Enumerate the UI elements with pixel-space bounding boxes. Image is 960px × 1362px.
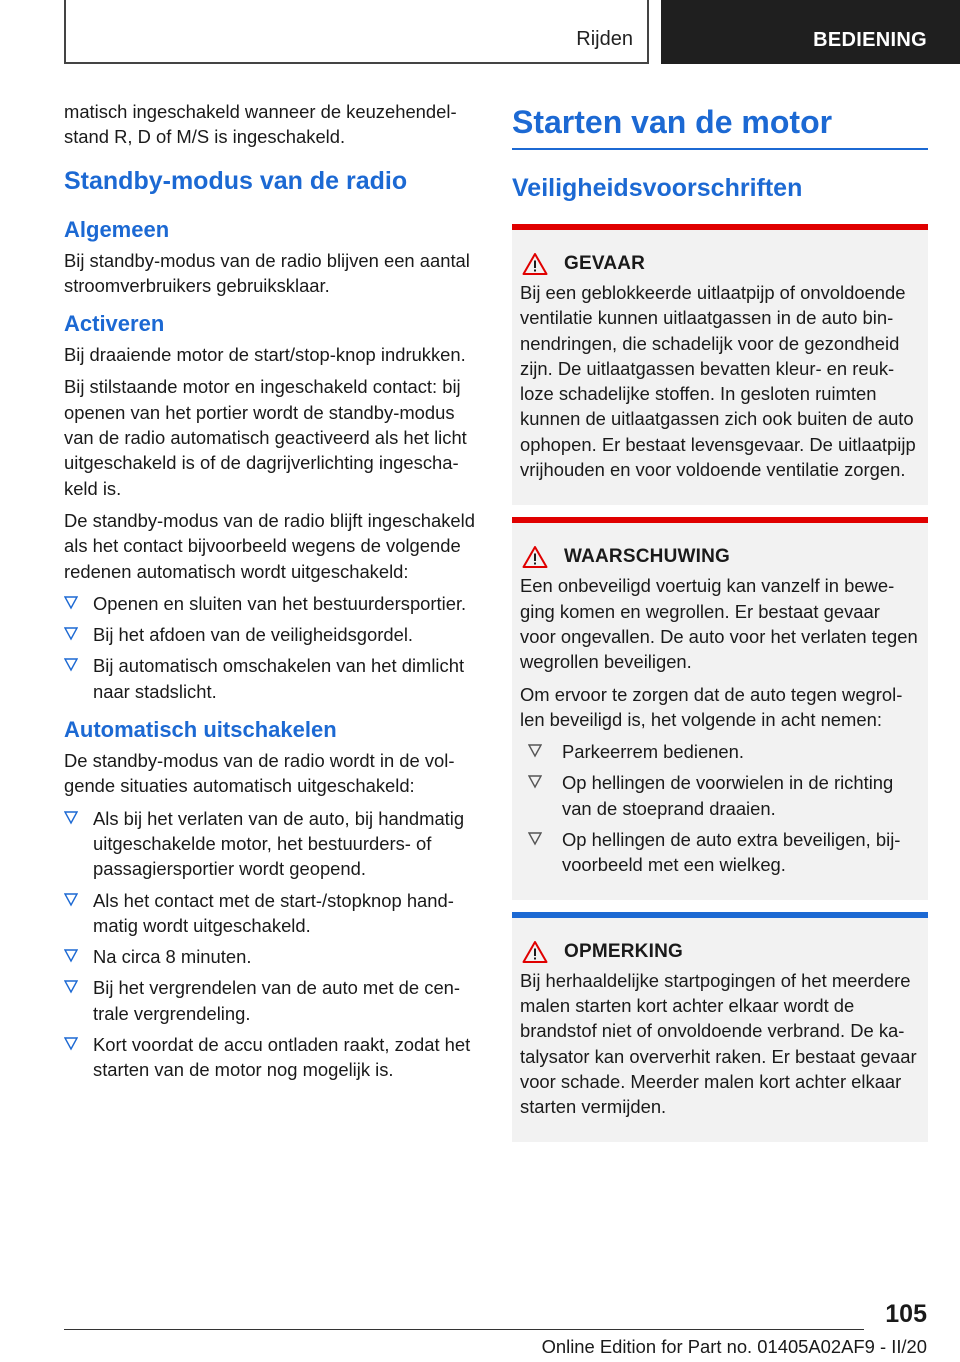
triangle-bullet-icon [528,744,542,758]
list-item: Op hellingen de auto extra beveiligen, bijvoorbeeld met een wielkeg. [528,827,920,878]
list-item: Parkeerrem bedienen. [528,739,920,764]
subsection-title: Veiligheidsvoorschriften [512,174,803,202]
list-item: Bij het afdoen van de veiligheidsgordel. [64,622,482,647]
heading-algemeen: Algemeen [64,216,170,242]
note-text: Bij herhaaldelijke startpogingen of het meerdere malen starten kort achter elkaar wordt de brandstof niet of onvoldoende verbrand. De katalysator kan oververhit raken. Er bestaat gevaar voor schade. Meerder malen kort achter elkaar starten vermijden. [520,969,917,1118]
list-item: Als bij het verlaten van de auto, bij handmatig uitgeschakelde motor, het bestuurders- of passagiersportier wordt geopend. [64,806,482,882]
footer-edition-text: Online Edition for Part no. 01405A02AF9 - II/20 [541,1336,927,1357]
triangle-bullet-icon [64,627,78,641]
triangle-bullet-icon [64,1037,78,1051]
note-box-header [520,940,920,964]
triangle-bullet-icon [528,775,542,789]
heading-automatisch-uitschakelen: Automatisch uitschakelen [64,717,337,743]
section-title: Starten van de motor [512,100,928,150]
warning-label: WAARSCHUWING [564,546,730,568]
danger-box [512,224,928,505]
list-item: Op hellingen de voorwielen in de richting van de stoeprand draaien. [528,770,920,821]
warning-bullet-list [520,739,920,877]
triangle-bullet-icon [64,949,78,963]
triangle-bullet-icon [528,832,542,846]
danger-label: GEVAAR [564,253,646,274]
danger-box-header [520,252,920,276]
list-item: Kort voordat de accu ontladen raakt, zodat het starten van de motor nog mogelijk is. [64,1032,482,1083]
header-chapter-tab [661,0,960,64]
note-label: OPMERKING [564,940,683,962]
list-item: Na circa 8 minuten. [64,944,482,969]
header-chapter-label: BEDIENING [813,29,927,51]
heading-activeren: Activeren [64,311,165,337]
page-number: 105 [885,1300,927,1328]
warning-triangle-icon [522,940,548,964]
warning-triangle-icon [522,252,548,276]
warning-text-2: Om ervoor te zorgen dat de auto tegen wegrollen beveiligd is, het volgende in acht nemen: [520,683,903,730]
right-column [512,99,928,1154]
intro-paragraph: matisch ingeschakeld wanneer de keuzehendelstand R, D of M/S is ingeschakeld. [64,101,457,148]
paragraph-activeren-3: De standby-modus van de radio blijft ingeschakeld als het contact bijvoorbeeld wegens de volgende redenen automatisch wordt uitgeschakeld: [64,509,475,582]
warning-box-header [520,545,920,569]
danger-text: Bij een geblokkeerde uitlaatpijp of onvoldoende ventilatie kunnen uitlaatgassen in de auto binnendringen, die schadelijk voor de gezondheid zijn. De uitlaatgassen bevatten kleur- en reukloze schadelijke stoffen. In gesloten ruimten kunnen de uitlaatgassen zich ook buiten de auto ophopen. Er bestaat levensgevaar. De uitlaatpijp vrijhouden en voor voldoende ventilatie zorgen. [520,282,916,481]
paragraph-activeren-2: Bij stilstaande motor en ingeschakeld contact: bij openen van het portier wordt de standby-modus van de radio automatisch geactiveerd als het licht uitgeschakeld is of de dagrijverlichting ingeschakeld is. [64,376,467,499]
triangle-bullet-icon [64,596,78,610]
warning-box [512,517,928,899]
triangle-bullet-icon [64,980,78,994]
triangle-bullet-icon [64,893,78,907]
triangle-bullet-icon [64,658,78,672]
heading-standby: Standby-modus van de radio [64,166,408,195]
note-box [512,912,928,1143]
triangle-bullet-icon [64,811,78,825]
paragraph-algemeen: Bij standby-modus van de radio blijven een aantal stroomverbruikers gebruiksklaar. [64,249,470,296]
list-item: Als het contact met de start-/stopknop handmatig wordt uitgeschakeld. [64,888,482,939]
paragraph-automatisch: De standby-modus van de radio wordt in de volgende situaties automatisch uitgeschakeld: [64,750,455,797]
header-section-label: Rijden [576,28,633,50]
paragraph-activeren-1: Bij draaiende motor de start/stop-knop indrukken. [64,344,466,366]
footer-divider [64,1329,864,1330]
warning-text-1: Een onbeveiligd voertuig kan vanzelf in beweging komen en wegrollen. Er bestaat gevaar voor ongevallen. De auto voor het verlaten tegen wegrollen beveiligen. [520,575,918,673]
list-item: Bij het vergrendelen van de auto met de centrale vergrendeling. [64,975,482,1026]
list-item: Bij automatisch omschakelen van het dimlicht naar stadslicht. [64,653,482,704]
bullet-list-standby-reasons [64,591,482,704]
list-item: Openen en sluiten van het bestuurdersportier. [64,591,482,616]
left-column [64,99,482,1089]
warning-triangle-icon [522,545,548,569]
bullet-list-auto-off [64,806,482,1083]
header-section-tab [64,0,649,64]
